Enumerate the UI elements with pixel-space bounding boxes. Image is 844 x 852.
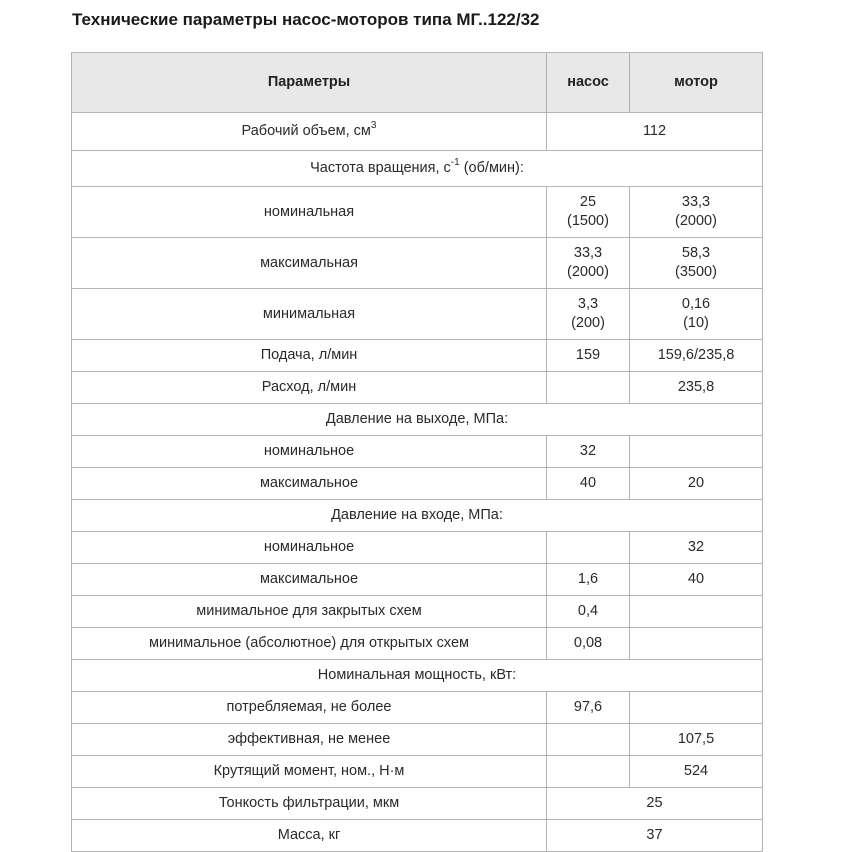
- table-header-row: [72, 53, 763, 113]
- motor-value: 58,3 (3500): [630, 238, 763, 289]
- motor-value: 20: [630, 468, 763, 500]
- table-row: [72, 436, 763, 468]
- table-row: [72, 532, 763, 564]
- motor-value: 32: [630, 532, 763, 564]
- header-parameters: Параметры: [72, 53, 547, 113]
- pump-value: 97,6: [547, 692, 630, 724]
- table-row: [72, 340, 763, 372]
- table-row: [72, 468, 763, 500]
- table-row: [72, 788, 763, 820]
- pump-value: 1,6: [547, 564, 630, 596]
- table-row: [72, 628, 763, 660]
- motor-value: [630, 692, 763, 724]
- section-row: [72, 404, 763, 436]
- motor-value: 107,5: [630, 724, 763, 756]
- param-label: Масса, кг: [72, 820, 547, 852]
- motor-value: 235,8: [630, 372, 763, 404]
- header-motor: мотор: [630, 53, 763, 113]
- motor-value: [630, 628, 763, 660]
- motor-value: 0,16 (10): [630, 289, 763, 340]
- param-label: Крутящий момент, ном., Н·м: [72, 756, 547, 788]
- pump-value: 0,4: [547, 596, 630, 628]
- table-row: [72, 596, 763, 628]
- pump-value: [547, 724, 630, 756]
- table-row: [72, 372, 763, 404]
- section-row: [72, 500, 763, 532]
- motor-value: 33,3 (2000): [630, 187, 763, 238]
- section-label: Давление на входе, МПа:: [72, 500, 763, 532]
- param-label: Тонкость фильтрации, мкм: [72, 788, 547, 820]
- page-title: Технические параметры насос-моторов типа МГ..122/32: [72, 10, 540, 29]
- param-label: максимальное: [72, 468, 547, 500]
- motor-value: 40: [630, 564, 763, 596]
- table-row: [72, 113, 763, 151]
- motor-value: 159,6/235,8: [630, 340, 763, 372]
- table-row: [72, 724, 763, 756]
- table-row: [72, 692, 763, 724]
- section-row: [72, 151, 763, 187]
- pump-value: 40: [547, 468, 630, 500]
- param-label: номинальная: [72, 187, 547, 238]
- superscript: -1: [450, 157, 460, 169]
- pump-value: 32: [547, 436, 630, 468]
- param-label: минимальное (абсолютное) для открытых схем: [72, 628, 547, 660]
- pump-value: 25 (1500): [547, 187, 630, 238]
- param-label: номинальное: [72, 436, 547, 468]
- superscript: 3: [370, 120, 377, 132]
- table-row: [72, 289, 763, 340]
- param-label: номинальное: [72, 532, 547, 564]
- param-label: Расход, л/мин: [72, 372, 547, 404]
- table-row: [72, 564, 763, 596]
- shared-value: 25: [547, 788, 763, 820]
- motor-value: [630, 596, 763, 628]
- param-label: Рабочий объем, $см^3$: [72, 113, 547, 151]
- table-row: [72, 820, 763, 852]
- param-label: минимальное для закрытых схем: [72, 596, 547, 628]
- pump-value: 33,3 (2000): [547, 238, 630, 289]
- motor-value: [630, 436, 763, 468]
- header-pump: насос: [547, 53, 630, 113]
- shared-value: 112: [547, 113, 763, 151]
- pump-value: [547, 756, 630, 788]
- section-row: [72, 660, 763, 692]
- section-label: Частота вращения, $с^{-1}$ (об/мин):: [72, 151, 763, 187]
- param-label: эффективная, не менее: [72, 724, 547, 756]
- pump-value: [547, 372, 630, 404]
- table-row: [72, 238, 763, 289]
- pump-value: 3,3 (200): [547, 289, 630, 340]
- param-label: максимальная: [72, 238, 547, 289]
- pump-value: [547, 532, 630, 564]
- specs-table: [71, 52, 763, 852]
- pump-value: 159: [547, 340, 630, 372]
- motor-value: 524: [630, 756, 763, 788]
- param-label: потребляемая, не более: [72, 692, 547, 724]
- param-label: максимальное: [72, 564, 547, 596]
- table-row: [72, 187, 763, 238]
- pump-value: 0,08: [547, 628, 630, 660]
- param-label: минимальная: [72, 289, 547, 340]
- section-label: Номинальная мощность, кВт:: [72, 660, 763, 692]
- param-label: Подача, л/мин: [72, 340, 547, 372]
- table-row: [72, 756, 763, 788]
- shared-value: 37: [547, 820, 763, 852]
- section-label: Давление на выходе, МПа:: [72, 404, 763, 436]
